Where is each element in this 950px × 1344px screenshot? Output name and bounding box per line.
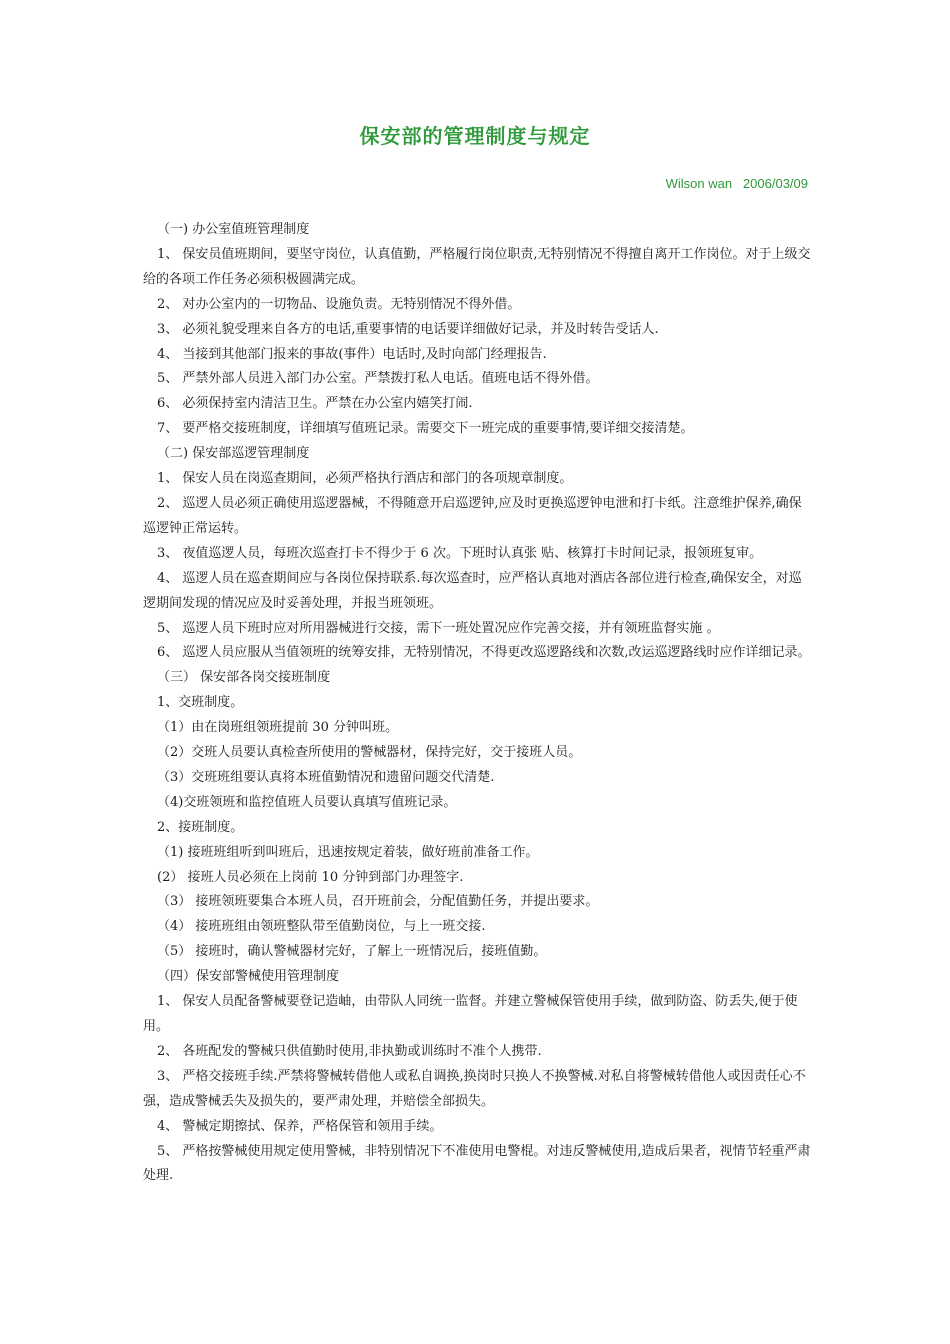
paragraph-line: 2、 巡逻人员必须正确使用巡逻器械，不得随意开启巡逻钟,应及时更换巡逻钟电泄和打卡纸。注意维护保养,确保巡逻钟正常运转。	[143, 495, 802, 536]
paragraph-line: （1) 接班班组听到叫班后，迅速按规定着装，做好班前准备工作。	[157, 844, 539, 860]
paragraph-line: （5） 接班时，确认警械器材完好，了解上一班情况后，接班值勤。	[157, 944, 547, 960]
paragraph-line: 5、 严格按警械使用规定使用警械，非特别情况下不准使用电警棍。对违反警械使用,造成后果者，视情节轻重严肃处理.	[143, 1143, 811, 1184]
paragraph-line: 2、 对办公室内的一切物品、设施负责。无特别情况不得外借。	[157, 296, 521, 312]
paragraph-line: （3） 接班领班要集合本班人员，召开班前会，分配值勤任务，并提出要求。	[157, 894, 599, 910]
paragraph-line: 3、 必须礼貌受理来自各方的电话,重要事情的电话要详细做好记录，并及时转告受话人.	[157, 321, 659, 337]
paragraph-line: （1）由在岗班组领班提前 30 分钟叫班。	[157, 720, 399, 736]
paragraph-line: 6、 巡逻人员应服从当值领班的统筹安排，无特别情况，不得更改巡逻路线和次数,改运巡逻路线时应作详细记录。	[157, 645, 811, 661]
paragraph-line: (2） 接班人员必须在上岗前 10 分钟到部门办理签字.	[157, 869, 464, 885]
paragraph-line: 3、 夜值巡逻人员，每班次巡查打卡不得少于 6 次。下班时认真张 贴、核算打卡时间记录，报领班复审。	[157, 545, 763, 561]
paragraph-line: 1、交班制度。	[157, 695, 244, 711]
paragraph-line: 1、 保安人员配备警械要登记造岫，由带队人同统一监督。并建立警械保管使用手续，做到防盗、防丢失,便于使用。	[143, 994, 798, 1034]
author-date-line: Wilson wan 2006/03/09	[665, 176, 808, 191]
paragraph-line: （2）交班人员要认真检查所使用的警械器材，保持完好，交于接班人员。	[157, 745, 582, 761]
paragraph-line: 7、 要严格交接班制度，详细填写值班记录。需要交下一班完成的重要事情,要详细交接清楚。	[157, 421, 694, 437]
paragraph-line: （4)交班领班和监控值班人员要认真填写值班记录。	[157, 794, 457, 810]
paragraph-line: 4、 巡逻人员在巡查期间应与各岗位保持联系.每次巡查时，应严格认真地对酒店各部位进行检查,确保安全，对巡逻期间发现的情况应及时妥善处理，并报当班领班。	[143, 570, 802, 611]
paragraph-line: （三） 保安部各岗交接班制度	[157, 670, 331, 686]
paragraph-line: （3）交班班组要认真将本班值勤情况和遗留问题交代清楚.	[157, 769, 495, 785]
paragraph-line: 4、 警械定期擦拭、保养，严格保管和领用手续。	[157, 1118, 443, 1134]
paragraph-line: （4） 接班班组由领班整队带至值勤岗位，与上一班交接.	[157, 919, 486, 935]
page-title: 保安部的管理制度与规定	[359, 124, 591, 148]
paragraph-line: 2、接班制度。	[157, 819, 244, 835]
paragraph-line: （一) 办公室值班管理制度	[157, 222, 310, 237]
paragraph-line: （四）保安部警械使用管理制度	[157, 969, 340, 985]
paragraph-line: （二) 保安部巡逻管理制度	[157, 446, 310, 462]
paragraph-line: 5、 巡逻人员下班时应对所用器械进行交接，需下一班处置况应作完善交接，并有领班监督实施 。	[157, 620, 720, 636]
paragraph-line: 6、 必须保持室内清洁卫生。严禁在办公室内嬉笑打闹.	[157, 396, 473, 412]
paragraph-line: 1、 保安人员在岗巡查期间，必须严格执行酒店和部门的各项规章制度。	[157, 471, 573, 487]
paragraph-line: 1、 保安员值班期间，要坚守岗位，认真值勤，严格履行岗位职责,无特别情况不得擅自离开工作岗位。对于上级交给的各项工作任务必须积极圆满完成。	[143, 246, 811, 287]
paragraph-line: 5、 严禁外部人员进入部门办公室。严禁拨打私人电话。值班电话不得外借。	[157, 371, 599, 387]
paragraph-line: 4、 当接到其他部门报来的事故(事件）电话时,及时向部门经理报告.	[157, 346, 547, 362]
paragraph-line: 2、 各班配发的警械只供值勤时使用,非执勤或训练时不准个人携带.	[157, 1043, 542, 1059]
paragraph-line: 3、 严格交接班手续.严禁将警械转借他人或私自调换,换岗时只换人不换警械.对私自将警械转借他人或因责任心不强，造成警械丢失及损失的，要严肃处理，并赔偿全部损失。	[143, 1068, 806, 1109]
document-body	[143, 218, 811, 1189]
